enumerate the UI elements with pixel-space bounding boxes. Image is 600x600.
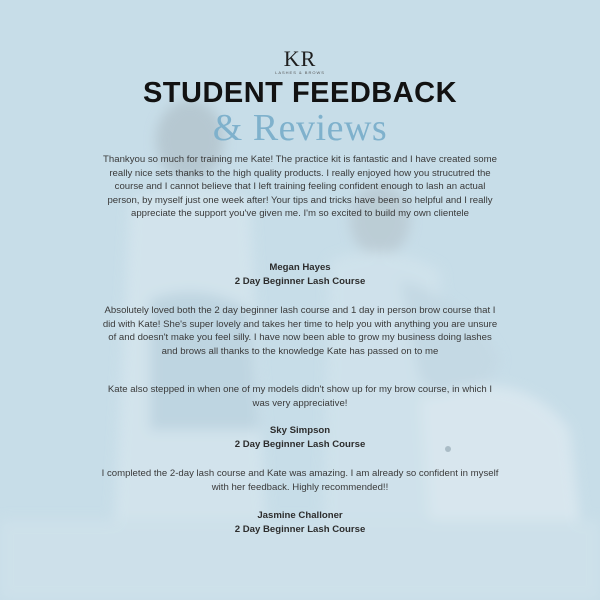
review-2-author xyxy=(0,424,600,451)
brand-logo xyxy=(0,48,600,75)
review-3-author xyxy=(0,509,600,536)
review-1-course: 2 Day Beginner Lash Course xyxy=(234,275,366,287)
review-1-text: Thankyou so much for training me Kate! The practice kit is fantastic and I have created some really nice sets thanks to the high quality products. I really enjoyed how you strucutred the course and I cannot believe that I left training feeling confident enough to lash an actual person, by myself just one week after! Your tips and tricks have been so helpful and I really appreciate the support you've given me. I'm so excited to build my own clientele xyxy=(103,154,497,220)
review-2-text-extra: Kate also stepped in when one of my models didn't show up for my brow course, in which I was very appreciative! xyxy=(107,384,493,409)
review-2-name: Sky Simpson xyxy=(269,425,331,436)
review-1-author xyxy=(0,261,600,288)
logo-mark: KR xyxy=(283,46,317,71)
review-3-course: 2 Day Beginner Lash Course xyxy=(234,523,366,535)
review-1-name: Megan Hayes xyxy=(269,262,331,273)
page-subtitle: & Reviews xyxy=(212,107,388,149)
review-2-course: 2 Day Beginner Lash Course xyxy=(234,438,366,450)
review-3-text: I completed the 2-day lash course and Kate was amazing. I am already so confident in myself with her feedback. Highly recommended!! xyxy=(101,468,499,493)
page-title: STUDENT FEEDBACK xyxy=(142,77,458,109)
logo-subtext: LASHES & BROWS xyxy=(275,70,325,75)
review-2-text: Absolutely loved both the 2 day beginner lash course and 1 day in person brow course that I did with Kate! She's super lovely and takes her time to help you with anything you are unsure of and doesn't make you feel silly. I have now been able to grow my business doing lashes and brows all thanks to the knowledge Kate has passed on to me xyxy=(102,305,498,357)
review-3-name: Jasmine Challoner xyxy=(257,510,343,521)
